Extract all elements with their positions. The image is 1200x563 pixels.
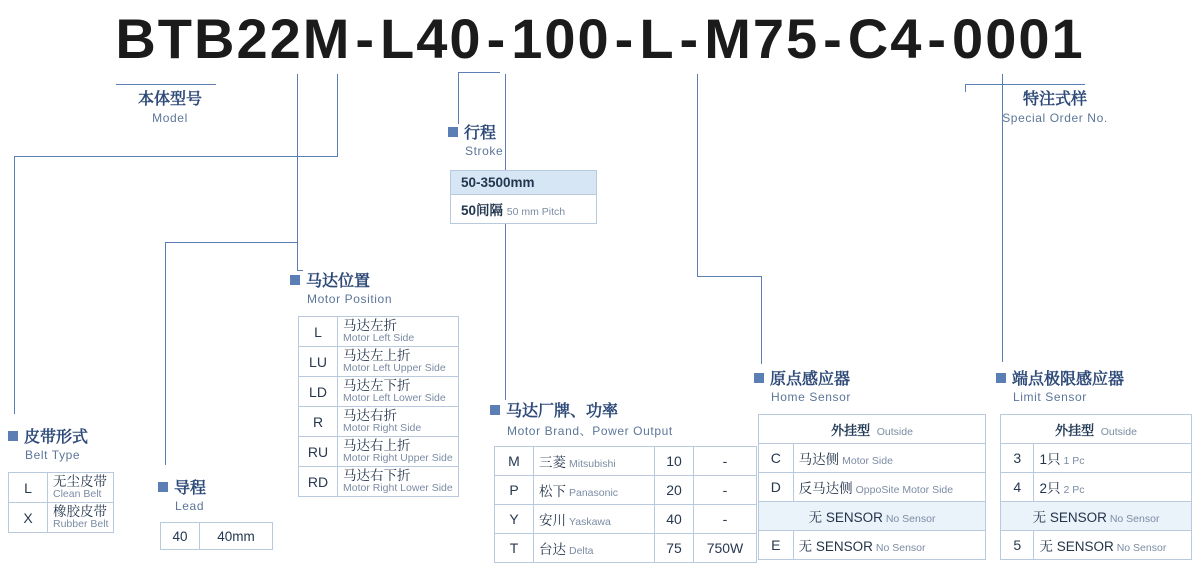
- motor-brand-cn-0: 三菱: [539, 454, 566, 470]
- belt-type-cn-1: 橡胶皮带: [53, 504, 107, 519]
- pn-seg-8: -: [679, 7, 701, 70]
- limit-sensor-group-cn: 外挂型: [1055, 422, 1095, 438]
- leader-home-h: [697, 276, 761, 277]
- leader-belt-v2: [14, 156, 15, 414]
- motor-position-cn-4: 马达右上折: [343, 438, 411, 453]
- home-sensor-code-3: E: [759, 531, 794, 560]
- home-sensor-nosensor-band: [759, 502, 986, 531]
- pn-seg-10: -: [823, 7, 844, 70]
- stroke-title-en: Stroke: [465, 144, 504, 158]
- belt-type-desc-0: [48, 473, 114, 503]
- stroke-pitch-cn: 50间隔: [461, 203, 504, 218]
- pn-seg-12: 4: [890, 7, 924, 70]
- home-sensor-group-row: [759, 415, 986, 444]
- stroke-range: 50-3500mm: [450, 170, 597, 195]
- motor-position-header: [290, 268, 392, 306]
- limit-sensor-cn-1: 2只: [1039, 480, 1061, 496]
- motor-brand-title-cn: 马达厂牌、功率: [506, 403, 619, 420]
- motor-brand-code-0: M: [495, 447, 534, 476]
- motor-position-code-2: LD: [299, 377, 338, 407]
- special-order-title-en: Special Order No.: [1002, 111, 1108, 125]
- model-title-cn: 本体型号: [137, 91, 202, 108]
- motor-brand-en-0: Mitsubishi: [569, 457, 616, 470]
- limit-sensor-desc-0: [1034, 444, 1192, 473]
- table-row: [1001, 531, 1192, 560]
- table-row: [9, 503, 114, 533]
- table-row: [299, 407, 459, 437]
- motor-position-table: [298, 316, 459, 497]
- belt-type-title-en: Belt Type: [25, 448, 81, 462]
- special-order-header: [930, 86, 1180, 125]
- table-row: [495, 505, 757, 534]
- motor-position-code-1: LU: [299, 347, 338, 377]
- home-sensor-cn-2: 无 SENSOR: [808, 509, 883, 525]
- lead-title-cn: 导程: [174, 480, 207, 497]
- limit-sensor-en-3: No Sensor: [1116, 541, 1167, 554]
- pn-seg-9: M75: [704, 7, 820, 70]
- home-sensor-bullet-icon: [754, 373, 764, 383]
- home-sensor-table: [758, 414, 986, 560]
- limit-sensor-cn-3: 无 SENSOR: [1039, 538, 1114, 554]
- limit-sensor-en-0: 1 Pc: [1063, 454, 1085, 467]
- motor-brand-name-0: [534, 447, 655, 476]
- pn-seg-6: -: [614, 7, 636, 70]
- limit-sensor-cn-2: 无 SENSOR: [1032, 509, 1107, 525]
- stroke-title-cn: 行程: [464, 125, 497, 142]
- motor-brand-en-2: Yaskawa: [569, 515, 611, 528]
- limit-sensor-code-0: 3: [1001, 444, 1034, 473]
- motor-position-code-4: RU: [299, 437, 338, 467]
- motor-brand-name-2: [534, 505, 655, 534]
- motor-power-code-1: 20: [655, 476, 694, 505]
- limit-sensor-en-2: No Sensor: [1109, 512, 1160, 525]
- lead-table: [160, 522, 273, 550]
- part-number: [0, 6, 1200, 71]
- motor-position-cn-1: 马达左上折: [343, 348, 411, 363]
- motor-position-desc-0: [338, 317, 459, 347]
- home-sensor-desc-1: [793, 473, 985, 502]
- pn-seg-13: -: [927, 7, 949, 70]
- home-sensor-cn-3: 无 SENSOR: [798, 538, 873, 554]
- stroke-bullet-icon: [448, 127, 458, 137]
- motor-position-title-en: Motor Position: [307, 292, 393, 306]
- limit-sensor-desc-3: [1034, 531, 1192, 560]
- motor-position-en-0: Motor Left Side: [343, 332, 415, 344]
- home-sensor-code-0: C: [759, 444, 794, 473]
- limit-sensor-title-cn: 端点极限感应器: [1012, 371, 1125, 388]
- lead-bullet-icon: [158, 482, 168, 492]
- motor-power-code-0: 10: [655, 447, 694, 476]
- belt-type-code-0: L: [9, 473, 48, 503]
- home-sensor-group-en: Outside: [876, 425, 913, 438]
- pn-seg-1: -: [355, 7, 377, 70]
- belt-type-title-cn: 皮带形式: [24, 429, 89, 446]
- table-row: [1001, 502, 1192, 531]
- belt-type-en-1: Rubber Belt: [53, 518, 109, 530]
- model-header: [60, 86, 280, 125]
- motor-brand-bullet-icon: [490, 405, 500, 415]
- limit-sensor-title-en: Limit Sensor: [1013, 390, 1087, 404]
- home-sensor-cn-1: 反马达侧: [798, 480, 853, 496]
- stroke-pitch-en: 50 mm Pitch: [506, 206, 566, 218]
- home-sensor-header: [754, 366, 851, 404]
- pn-seg-2: L: [380, 7, 417, 70]
- limit-sensor-en-1: 2 Pc: [1063, 483, 1085, 496]
- home-sensor-title-en: Home Sensor: [771, 390, 851, 404]
- motor-position-desc-1: [338, 347, 459, 377]
- motor-brand-code-2: Y: [495, 505, 534, 534]
- table-row: [495, 476, 757, 505]
- table-row: [299, 377, 459, 407]
- table-row: [759, 444, 986, 473]
- stroke-header: [448, 120, 503, 158]
- motor-position-en-1: Motor Left Upper Side: [343, 362, 446, 374]
- motor-brand-name-1: [534, 476, 655, 505]
- lead-header: [158, 475, 206, 513]
- table-row: [299, 467, 459, 497]
- motor-position-cn-0: 马达左折: [343, 318, 397, 333]
- motor-position-cn-2: 马达左下折: [343, 378, 411, 393]
- leader-motorpos-v: [297, 74, 298, 270]
- motor-position-desc-3: [338, 407, 459, 437]
- belt-type-code-1: X: [9, 503, 48, 533]
- limit-sensor-bullet-icon: [996, 373, 1006, 383]
- table-row: [495, 447, 757, 476]
- table-row: [1001, 444, 1192, 473]
- leader-home-v2: [761, 276, 762, 364]
- belt-type-header: [8, 424, 88, 462]
- pn-seg-4: -: [486, 7, 508, 70]
- leader-belt-v1: [337, 74, 338, 156]
- lead-value-0: 40mm: [200, 523, 273, 550]
- pn-seg-11: C: [847, 7, 891, 70]
- motor-brand-cn-2: 安川: [539, 512, 566, 528]
- leader-model: [116, 84, 216, 85]
- limit-sensor-group: [1001, 415, 1192, 444]
- leader-home-v1: [697, 74, 698, 276]
- stroke-pitch: [450, 195, 597, 224]
- motor-position-title-cn: 马达位置: [306, 273, 371, 290]
- motor-position-code-5: RD: [299, 467, 338, 497]
- motor-brand-cn-1: 松下: [539, 483, 566, 499]
- home-sensor-en-1: OppoSite Motor Side: [855, 483, 954, 496]
- motor-position-en-5: Motor Right Lower Side: [343, 482, 453, 494]
- motor-position-cn-3: 马达右折: [343, 408, 397, 423]
- motor-power-code-2: 40: [655, 505, 694, 534]
- motor-power-1: -: [694, 476, 757, 505]
- motor-position-cn-5: 马达右下折: [343, 468, 411, 483]
- lead-title-en: Lead: [175, 499, 205, 513]
- motor-brand-code-1: P: [495, 476, 534, 505]
- home-sensor-en-0: Motor Side: [842, 454, 893, 467]
- belt-type-en-0: Clean Belt: [53, 488, 102, 500]
- pn-seg-5: 100: [511, 7, 611, 70]
- home-sensor-en-2: No Sensor: [885, 512, 936, 525]
- leader-belt-h: [14, 156, 338, 157]
- home-sensor-desc-0: [793, 444, 985, 473]
- table-row: [1001, 473, 1192, 502]
- motor-power-3: 750W: [694, 534, 757, 563]
- motor-position-en-4: Motor Right Upper Side: [343, 452, 453, 464]
- table-row: [299, 347, 459, 377]
- limit-sensor-table: [1000, 414, 1192, 560]
- motor-brand-en-1: Panasonic: [569, 486, 619, 499]
- motor-power-code-3: 75: [655, 534, 694, 563]
- leader-stroke-h: [458, 72, 500, 73]
- motor-brand-cn-3: 台达: [539, 541, 566, 557]
- table-row: [299, 317, 459, 347]
- limit-sensor-code-1: 4: [1001, 473, 1034, 502]
- leader-stroke-v: [458, 72, 459, 124]
- pn-seg-14: 0001: [952, 7, 1085, 70]
- home-sensor-code-1: D: [759, 473, 794, 502]
- special-order-title-cn: 特注式样: [1022, 91, 1087, 108]
- motor-position-en-3: Motor Right Side: [343, 422, 422, 434]
- home-sensor-desc-3: [793, 531, 985, 560]
- table-row: [299, 437, 459, 467]
- motor-power-2: -: [694, 505, 757, 534]
- motor-position-code-0: L: [299, 317, 338, 347]
- motor-brand-header: [490, 398, 673, 439]
- motor-position-desc-4: [338, 437, 459, 467]
- motor-brand-table: [494, 446, 757, 563]
- limit-sensor-cn-0: 1只: [1039, 451, 1061, 467]
- leader-brand-v2: [505, 272, 506, 400]
- pn-seg-0: BTB22M: [115, 7, 352, 70]
- limit-sensor-header: [996, 366, 1124, 404]
- table-row: [161, 523, 273, 550]
- limit-sensor-group-row: [1001, 415, 1192, 444]
- leader-special-order: [965, 84, 1085, 85]
- home-sensor-en-3: No Sensor: [875, 541, 926, 554]
- motor-power-0: -: [694, 447, 757, 476]
- motor-brand-code-3: T: [495, 534, 534, 563]
- table-row: [759, 502, 986, 531]
- model-title-en: Model: [152, 111, 188, 125]
- limit-sensor-code-3: 5: [1001, 531, 1034, 560]
- belt-type-desc-1: [48, 503, 114, 533]
- pn-seg-3: 40: [416, 7, 483, 70]
- motor-position-bullet-icon: [290, 275, 300, 285]
- home-sensor-title-cn: 原点感应器: [770, 371, 851, 388]
- motor-brand-title-en: Motor Brand、Power Output: [507, 424, 673, 438]
- table-row: [495, 534, 757, 563]
- pn-seg-7: L: [639, 7, 676, 70]
- table-row: [759, 473, 986, 502]
- home-sensor-group: [759, 415, 986, 444]
- belt-type-bullet-icon: [8, 431, 18, 441]
- table-row: [9, 473, 114, 503]
- limit-sensor-desc-1: [1034, 473, 1192, 502]
- lead-code-0: 40: [161, 523, 200, 550]
- stroke-values: [450, 170, 597, 224]
- motor-position-en-2: Motor Left Lower Side: [343, 392, 446, 404]
- leader-lead-h: [165, 242, 298, 243]
- motor-brand-name-3: [534, 534, 655, 563]
- home-sensor-cn-0: 马达侧: [798, 451, 840, 467]
- motor-position-code-3: R: [299, 407, 338, 437]
- belt-type-cn-0: 无尘皮带: [53, 474, 107, 489]
- belt-type-table: [8, 472, 114, 533]
- motor-brand-en-3: Delta: [569, 544, 594, 557]
- leader-lead-v2: [165, 242, 166, 465]
- limit-sensor-nosensor-band: [1001, 502, 1192, 531]
- motor-position-desc-2: [338, 377, 459, 407]
- limit-sensor-group-en: Outside: [1100, 425, 1137, 438]
- motor-position-desc-5: [338, 467, 459, 497]
- home-sensor-group-cn: 外挂型: [831, 422, 871, 438]
- table-row: [759, 531, 986, 560]
